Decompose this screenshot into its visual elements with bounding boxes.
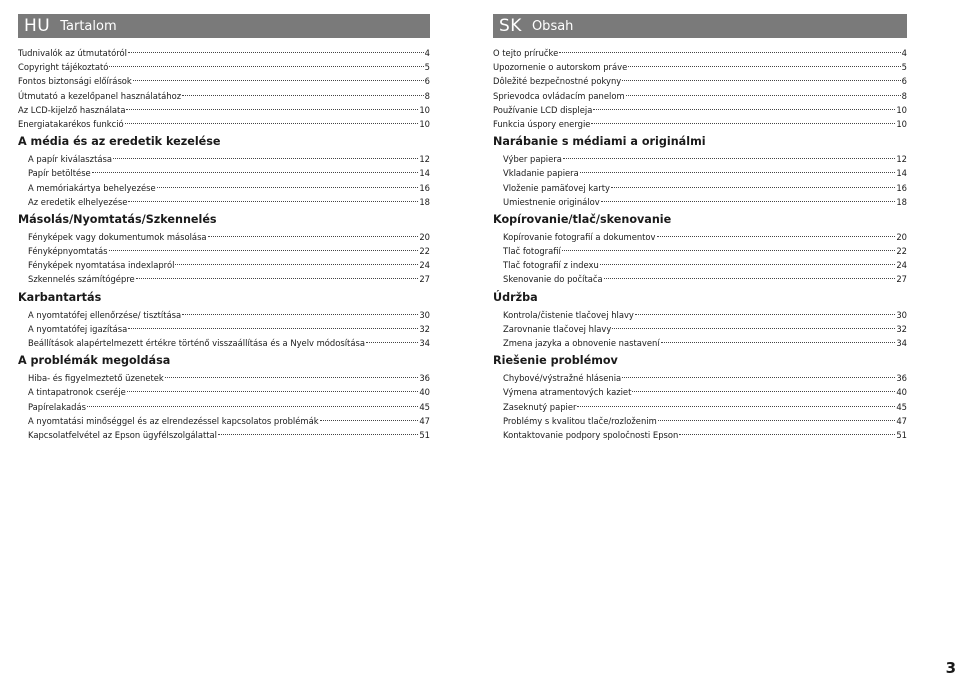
page-number: 3	[945, 659, 956, 677]
toc-section	[18, 134, 430, 209]
toc-entry-page: 16	[419, 182, 430, 193]
toc-entry-page: 4	[901, 48, 907, 58]
toc-entry-page: 10	[896, 104, 907, 115]
toc-entry-page: 20	[896, 231, 907, 242]
toc-entry[interactable]	[18, 181, 430, 195]
toc-entry[interactable]	[493, 74, 907, 88]
dot-leader	[580, 172, 896, 173]
toc-entry-label: Dôležité bezpečnostné pokyny	[493, 76, 622, 87]
dot-leader	[92, 172, 419, 173]
toc-entry-page: 18	[896, 196, 907, 207]
toc-entry-label: Výber papiera	[503, 154, 562, 165]
dot-leader	[165, 377, 419, 378]
toc-entry-label: Tudnivalók az útmutatóról	[18, 48, 127, 58]
toc-section-title[interactable]: A média és az eredetik kezelése	[18, 135, 221, 149]
dot-leader	[136, 278, 419, 279]
toc-entry[interactable]	[493, 103, 907, 117]
dot-leader	[208, 236, 419, 237]
dot-leader	[661, 342, 896, 343]
toc-entry-label: A nyomtatófej ellenőrzése/ tisztítása	[28, 309, 182, 320]
toc-entry-label: Az LCD-kijelző használata	[18, 104, 126, 115]
toc-column-hu	[18, 14, 430, 442]
toc-entry-label: Chybové/výstražné hlásenia	[503, 373, 622, 384]
toc-entry-page: 12	[896, 154, 907, 165]
toc-header-hu	[18, 14, 430, 38]
dot-leader	[562, 250, 896, 251]
toc-entry[interactable]	[18, 244, 430, 258]
toc-section	[18, 212, 430, 287]
toc-entry[interactable]	[493, 89, 907, 103]
toc-entry-page: 36	[896, 373, 907, 384]
toc-entry[interactable]	[493, 272, 907, 286]
toc-entry-label: Papír betöltése	[28, 168, 91, 179]
toc-column-sk	[493, 14, 907, 442]
dot-leader	[113, 158, 418, 159]
toc-entry-page: 5	[901, 62, 907, 73]
toc-entry[interactable]	[18, 89, 430, 103]
toc-entry-label: Hiba- és figyelmeztető üzenetek	[28, 373, 164, 384]
toc-intro-list	[493, 46, 907, 131]
toc-entry-page: 22	[419, 246, 430, 257]
toc-entry-label: Fényképnyomtatás	[28, 246, 108, 257]
toc-entry[interactable]	[493, 152, 907, 166]
toc-section-title[interactable]: Narábanie s médiami a originálmi	[493, 135, 706, 149]
toc-entry-label: Energiatakarékos funkció	[18, 118, 124, 129]
toc-entry[interactable]	[18, 152, 430, 166]
toc-entry-page: 30	[896, 309, 907, 320]
dot-leader	[628, 66, 900, 67]
dot-leader	[127, 391, 419, 392]
toc-entry[interactable]	[18, 230, 430, 244]
dot-leader	[612, 328, 895, 329]
toc-entry-label: Kopírovanie fotografií a dokumentov	[503, 231, 656, 242]
toc-sections	[493, 134, 907, 442]
toc-entry-page: 5	[424, 62, 430, 73]
toc-entry-page: 22	[896, 246, 907, 257]
toc-intro-list	[18, 46, 430, 131]
dot-leader	[601, 201, 896, 202]
toc-entry-label: Szkennelés számítógépre	[28, 274, 135, 285]
dot-leader	[182, 95, 424, 96]
dot-leader	[128, 328, 418, 329]
toc-entry-page: 14	[419, 168, 430, 179]
dot-leader	[320, 420, 419, 421]
toc-section-title[interactable]: Karbantartás	[18, 290, 102, 304]
toc-entry[interactable]	[18, 103, 430, 117]
toc-header-sk	[493, 14, 907, 38]
toc-section	[493, 353, 907, 442]
toc-entry[interactable]	[18, 46, 430, 60]
toc-title: Obsah	[531, 18, 574, 34]
dot-leader	[679, 434, 895, 435]
toc-entry[interactable]	[18, 371, 430, 385]
toc-section-title[interactable]: Údržba	[493, 290, 538, 304]
toc-entry-page: 6	[424, 76, 430, 87]
toc-entry[interactable]	[493, 46, 907, 60]
toc-entry[interactable]	[493, 60, 907, 74]
toc-entry-page: 51	[419, 429, 430, 440]
dot-leader	[157, 187, 419, 188]
toc-entry[interactable]	[18, 336, 430, 350]
toc-entry[interactable]	[18, 272, 430, 286]
toc-section-title[interactable]: Kopírovanie/tlač/skenovanie	[493, 212, 672, 226]
dot-leader	[600, 264, 896, 265]
toc-entry[interactable]	[493, 258, 907, 272]
toc-entry-label: Zaseknutý papier	[503, 401, 577, 412]
toc-section-title[interactable]: A problémák megoldása	[18, 354, 171, 368]
toc-entry-label: Umiestnenie originálov	[503, 196, 600, 207]
toc-entry-page: 40	[896, 387, 907, 398]
toc-entry[interactable]	[493, 371, 907, 385]
dot-leader	[87, 406, 418, 407]
toc-entry-page: 24	[896, 260, 907, 271]
toc-entry-label: Tlač fotografií z indexu	[503, 260, 599, 271]
toc-entry[interactable]	[493, 117, 907, 131]
toc-entry[interactable]	[18, 400, 430, 414]
toc-section	[18, 353, 430, 442]
toc-entry-page: 8	[424, 90, 430, 101]
toc-entry-label: A nyomtatási minőséggel és az elrendezéssel kapcsolatos problémák	[28, 415, 319, 426]
dot-leader	[109, 66, 423, 67]
toc-entry[interactable]	[18, 322, 430, 336]
dot-leader	[126, 109, 418, 110]
toc-entry[interactable]	[18, 258, 430, 272]
toc-entry-page: 32	[896, 323, 907, 334]
dot-leader	[611, 187, 895, 188]
toc-entry-label: A papír kiválasztása	[28, 154, 112, 165]
toc-entry[interactable]	[493, 181, 907, 195]
toc-entry-label: Problémy s kvalitou tlače/rozloženim	[503, 415, 657, 426]
toc-title: Tartalom	[60, 18, 117, 34]
toc-entry[interactable]	[493, 230, 907, 244]
toc-entry[interactable]	[18, 117, 430, 131]
toc-entry-page: 14	[896, 168, 907, 179]
toc-entry-label: Skenovanie do počítača	[503, 274, 603, 285]
toc-entry-label: Fényképek vagy dokumentumok másolása	[28, 231, 207, 242]
toc-entry-page: 18	[419, 196, 430, 207]
toc-entry-label: Tlač fotografií	[503, 246, 561, 257]
toc-entry-label: Upozornenie o autorskom práve	[493, 62, 628, 73]
toc-entry-page: 27	[419, 274, 430, 285]
toc-entry-page: 47	[896, 415, 907, 426]
toc-entry-page: 34	[896, 338, 907, 348]
toc-entry-page: 6	[901, 76, 907, 87]
toc-entry-page: 32	[419, 323, 430, 334]
dot-leader	[218, 434, 418, 435]
language-code: SK	[499, 16, 522, 36]
toc-entry-page: 10	[419, 104, 430, 115]
toc-entry[interactable]	[18, 414, 430, 428]
dot-leader	[175, 264, 418, 265]
dot-leader	[182, 314, 418, 315]
toc-entry-page: 8	[901, 90, 907, 101]
toc-entry-label: Kontrola/čistenie tlačovej hlavy	[503, 309, 634, 320]
toc-entry-page: 27	[896, 274, 907, 285]
toc-entry-page: 34	[419, 338, 430, 348]
toc-entry-page: 10	[896, 118, 907, 129]
toc-entry-label: Copyright tájékoztató	[18, 62, 109, 73]
toc-entry[interactable]	[18, 428, 430, 442]
toc-entry-page: 45	[419, 401, 430, 412]
toc-entry-page: 40	[419, 387, 430, 398]
toc-entry[interactable]	[18, 60, 430, 74]
toc-entry-label: A tintapatronok cseréje	[28, 387, 126, 398]
dot-leader	[593, 109, 895, 110]
toc-entry-label: A memóriakártya behelyezése	[28, 182, 156, 193]
toc-entry-page: 36	[419, 373, 430, 384]
toc-section-title[interactable]: Másolás/Nyomtatás/Szkennelés	[18, 212, 217, 226]
toc-sections	[18, 134, 430, 442]
toc-entry-label: Sprievodca ovládacím panelom	[493, 90, 625, 101]
toc-section	[493, 212, 907, 287]
toc-entry-label: Vloženie pamäťovej karty	[503, 182, 610, 193]
toc-entry-page: 16	[896, 182, 907, 193]
dot-leader	[577, 406, 895, 407]
toc-entry[interactable]	[493, 428, 907, 442]
toc-entry-page: 4	[424, 48, 430, 58]
dot-leader	[109, 250, 419, 251]
toc-entry-page: 12	[419, 154, 430, 165]
dot-leader	[559, 52, 900, 53]
dot-leader	[128, 201, 418, 202]
dot-leader	[658, 420, 896, 421]
toc-entry-page: 47	[419, 415, 430, 426]
dot-leader	[635, 314, 895, 315]
toc-section	[18, 290, 430, 351]
toc-entry-label: Az eredetik elhelyezése	[28, 196, 128, 207]
toc-entry[interactable]	[493, 195, 907, 209]
dot-leader	[128, 52, 424, 53]
toc-entry[interactable]	[493, 336, 907, 350]
toc-entry[interactable]	[18, 166, 430, 180]
toc-section	[493, 290, 907, 351]
language-code: HU	[24, 16, 51, 36]
toc-section-title[interactable]: Riešenie problémov	[493, 354, 618, 368]
toc-entry-label: Používanie LCD displeja	[493, 104, 593, 115]
dot-leader	[622, 80, 900, 81]
toc-entry-label: Fontos biztonsági előírások	[18, 76, 132, 87]
toc-entry-page: 51	[896, 429, 907, 440]
toc-entry-label: Funkcia úspory energie	[493, 118, 591, 129]
toc-entry-page: 30	[419, 309, 430, 320]
toc-entry[interactable]	[493, 400, 907, 414]
toc-entry-page: 24	[419, 260, 430, 271]
dot-leader	[366, 342, 418, 343]
toc-entry[interactable]	[493, 244, 907, 258]
toc-entry[interactable]	[493, 308, 907, 322]
toc-entry[interactable]	[18, 195, 430, 209]
toc-entry-page: 45	[896, 401, 907, 412]
dot-leader	[622, 377, 895, 378]
toc-entry-label: Vkladanie papiera	[503, 168, 579, 179]
toc-entry[interactable]	[18, 308, 430, 322]
dot-leader	[563, 158, 895, 159]
toc-entry-label: Výmena atramentových kaziet	[503, 387, 632, 398]
dot-leader	[125, 123, 419, 124]
toc-entry-label: Kontaktovanie podpory spoločnosti Epson	[503, 429, 679, 440]
toc-entry[interactable]	[493, 414, 907, 428]
dot-leader	[626, 95, 901, 96]
toc-entry-page: 20	[419, 231, 430, 242]
toc-entry[interactable]	[493, 385, 907, 399]
toc-entry[interactable]	[18, 385, 430, 399]
toc-entry[interactable]	[18, 74, 430, 88]
toc-entry-label: O tejto príručke	[493, 48, 559, 58]
toc-entry-label: Fényképek nyomtatása indexlapról	[28, 260, 175, 271]
toc-entry-label: Beállítások alapértelmezett értékre történő visszaállítása és a Nyelv módosítása	[28, 338, 365, 348]
toc-entry-label: A nyomtatófej igazítása	[28, 323, 128, 334]
toc-entry[interactable]	[493, 166, 907, 180]
toc-entry-label: Papírelakadás	[28, 401, 86, 412]
dot-leader	[591, 123, 895, 124]
dot-leader	[133, 80, 424, 81]
toc-entry-label: Zmena jazyka a obnovenie nastavení	[503, 338, 660, 348]
toc-entry-page: 10	[419, 118, 430, 129]
toc-entry[interactable]	[493, 322, 907, 336]
toc-entry-label: Útmutató a kezelőpanel használatához	[18, 90, 182, 101]
toc-entry-label: Kapcsolatfelvétel az Epson ügyfélszolgálattal	[28, 429, 217, 440]
dot-leader	[632, 391, 895, 392]
dot-leader	[657, 236, 896, 237]
dot-leader	[604, 278, 896, 279]
toc-section	[493, 134, 907, 209]
toc-entry-label: Zarovnanie tlačovej hlavy	[503, 323, 612, 334]
